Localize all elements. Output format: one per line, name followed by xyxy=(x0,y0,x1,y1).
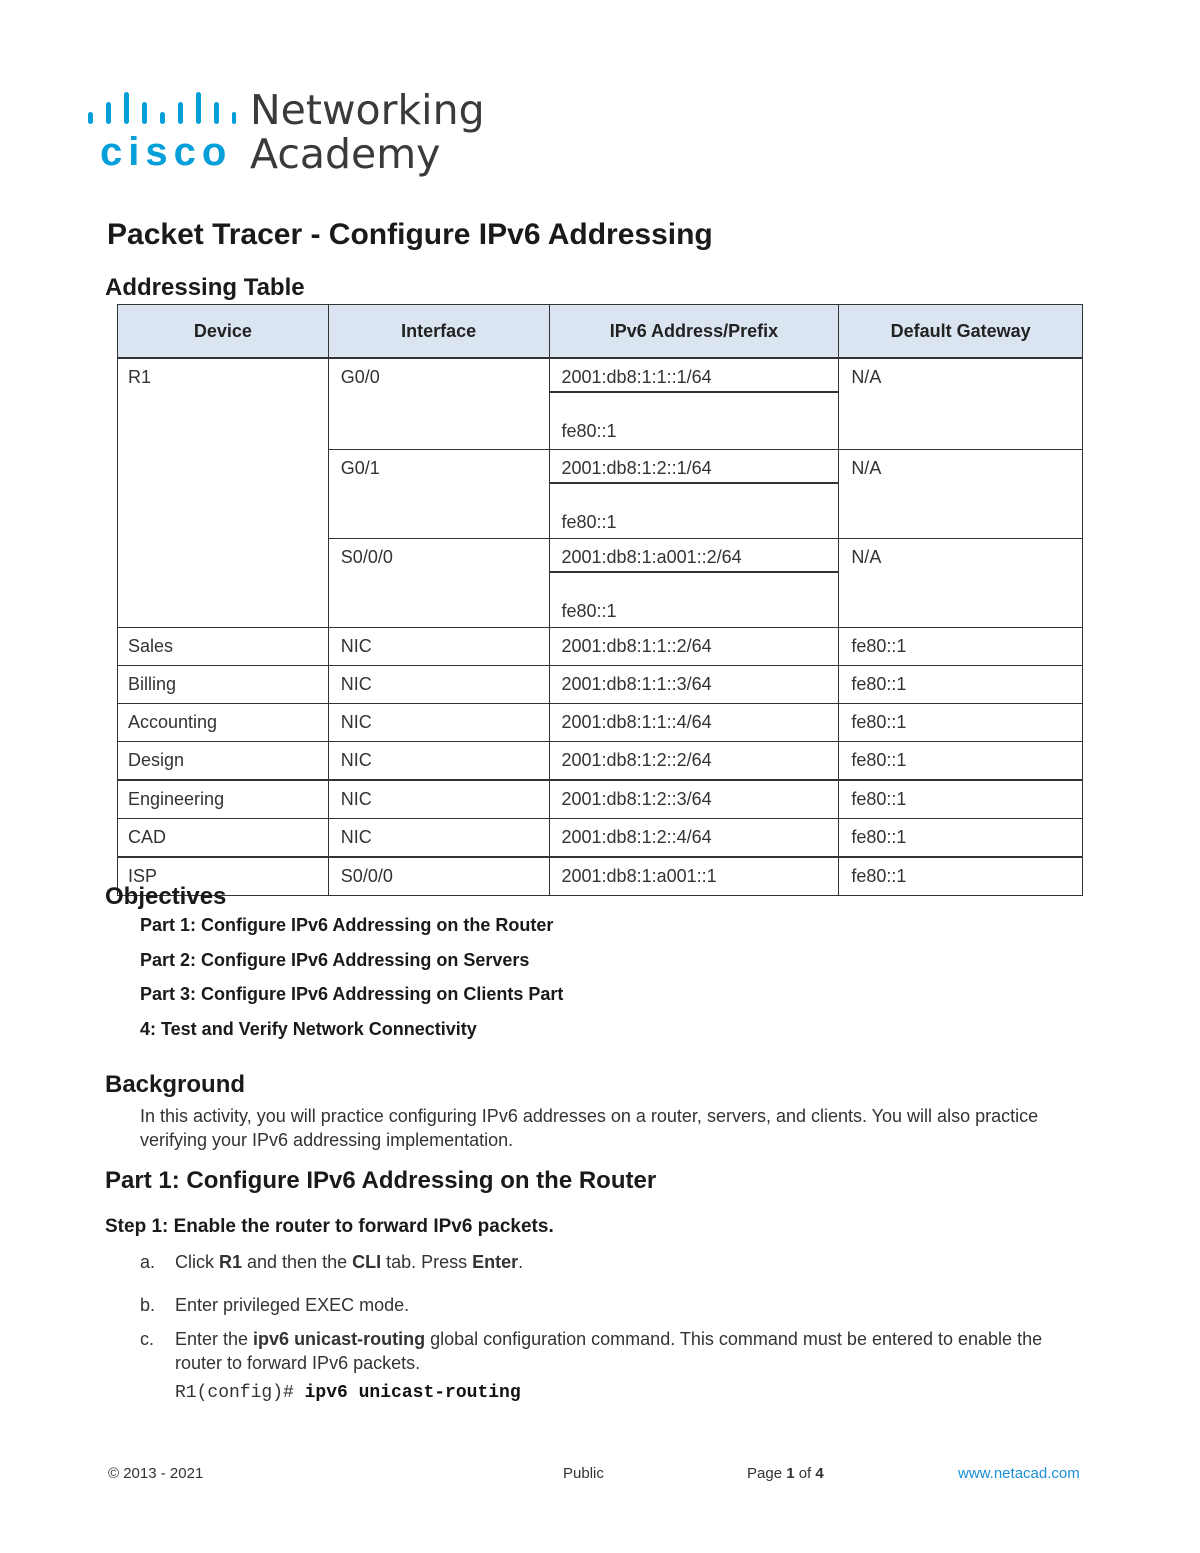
objective-item: Part 1: Configure IPv6 Addressing on the Router xyxy=(140,915,554,935)
gateway-cell: N/A xyxy=(839,358,1083,450)
text-run: Click xyxy=(175,1252,219,1272)
device-cell: Sales xyxy=(118,628,329,666)
table-header-row xyxy=(118,305,1083,359)
instruction-b xyxy=(140,1293,1090,1317)
gateway-cell: fe80::1 xyxy=(839,742,1083,781)
address-cell xyxy=(549,539,839,628)
ipv6-address: 2001:db8:1:2::1/64 xyxy=(550,450,839,484)
gateway-cell: fe80::1 xyxy=(839,628,1083,666)
addressing-table-heading: Addressing Table xyxy=(105,274,305,301)
objective-item: Part 2: Configure IPv6 Addressing on Servers xyxy=(140,949,530,970)
gateway-cell: fe80::1 xyxy=(839,780,1083,819)
objectives-heading: Objectives xyxy=(105,883,227,910)
footer-copyright: © 2013 - 2021 xyxy=(108,1465,204,1482)
text-run: global configuration command. This command must be entered to enable the router to forward IPv6 packets. xyxy=(175,1329,1043,1373)
footer-website-link[interactable]: www.netacad.com xyxy=(958,1465,1080,1482)
link-local-address: fe80::1 xyxy=(561,512,617,532)
instruction-c xyxy=(140,1327,1090,1375)
interface-cell: NIC xyxy=(328,819,549,858)
table-row xyxy=(118,819,1083,858)
cli-command-text: ipv6 unicast-routing xyxy=(304,1383,521,1403)
cli-command xyxy=(175,1383,521,1403)
table-row xyxy=(118,704,1083,742)
text-run: Page xyxy=(747,1465,787,1482)
cisco-bars-icon xyxy=(86,90,236,130)
bold-run: ipv6 unicast-routing xyxy=(253,1329,426,1349)
instruction-text: Enter privileged EXEC mode. xyxy=(175,1295,410,1315)
address-cell xyxy=(549,358,839,450)
bold-run: 1 xyxy=(786,1465,795,1482)
table-row xyxy=(118,628,1083,666)
column-header: Interface xyxy=(328,305,549,359)
text-run: Enter the xyxy=(175,1329,254,1349)
address-cell: 2001:db8:1:a001::1 xyxy=(549,857,839,896)
interface-cell: NIC xyxy=(328,704,549,742)
interface-cell: NIC xyxy=(328,628,549,666)
logo-networking: Networking xyxy=(250,86,485,134)
device-cell: ISP xyxy=(118,857,329,896)
step1-heading: Step 1: Enable the router to forward IPv6 packets. xyxy=(105,1216,554,1237)
link-local-address: fe80::1 xyxy=(561,421,617,441)
ipv6-address: 2001:db8:1:a001::2/64 xyxy=(550,539,839,573)
column-header: Default Gateway xyxy=(839,305,1083,359)
logo-academy: Academy xyxy=(250,130,441,178)
objectives-list xyxy=(140,915,563,1053)
address-cell: 2001:db8:1:2::3/64 xyxy=(549,780,839,819)
cisco-wordmark: cisco xyxy=(100,130,233,174)
address-cell: 2001:db8:1:2::4/64 xyxy=(549,819,839,858)
bold-run: CLI xyxy=(352,1252,382,1272)
bold-run: R1 xyxy=(219,1252,243,1272)
column-header: Device xyxy=(118,305,329,359)
part1-heading: Part 1: Configure IPv6 Addressing on the Router xyxy=(105,1167,657,1194)
bold-run: 4 xyxy=(815,1465,824,1482)
device-cell: Billing xyxy=(118,666,329,704)
text-run: . xyxy=(518,1252,524,1272)
addressing-table xyxy=(117,304,1083,896)
background-heading: Background xyxy=(105,1071,246,1098)
gateway-cell: fe80::1 xyxy=(839,666,1083,704)
address-cell: 2001:db8:1:2::2/64 xyxy=(549,742,839,781)
page-title: Packet Tracer - Configure IPv6 Addressing xyxy=(107,218,713,251)
text-run: and then the xyxy=(242,1252,353,1272)
instruction-text xyxy=(175,1327,1090,1375)
gateway-cell: N/A xyxy=(839,539,1083,628)
text-run: tab. Press xyxy=(381,1252,473,1272)
bold-run: Enter xyxy=(472,1252,519,1272)
footer-classification: Public xyxy=(563,1465,604,1482)
device-cell: Design xyxy=(118,742,329,781)
table-row xyxy=(118,780,1083,819)
interface-cell: S0/0/0 xyxy=(328,539,549,628)
interface-cell: NIC xyxy=(328,666,549,704)
text-run: of xyxy=(794,1465,816,1482)
address-cell: 2001:db8:1:1::4/64 xyxy=(549,704,839,742)
interface-cell: G0/0 xyxy=(328,358,549,450)
gateway-cell: fe80::1 xyxy=(839,704,1083,742)
list-marker: a. xyxy=(140,1252,156,1272)
interface-cell: S0/0/0 xyxy=(328,857,549,896)
column-header: IPv6 Address/Prefix xyxy=(549,305,839,359)
address-cell xyxy=(549,450,839,539)
objective-item: 4: Test and Verify Network Connectivity xyxy=(140,1018,477,1039)
table-row xyxy=(118,358,1083,450)
link-local-address: fe80::1 xyxy=(561,601,617,621)
footer-page-number xyxy=(747,1465,824,1482)
interface-cell: NIC xyxy=(328,780,549,819)
address-cell: 2001:db8:1:1::2/64 xyxy=(549,628,839,666)
instruction-a xyxy=(140,1250,1090,1274)
gateway-cell: fe80::1 xyxy=(839,857,1083,896)
device-cell: R1 xyxy=(118,358,329,628)
table-row xyxy=(118,857,1083,896)
address-cell: 2001:db8:1:1::3/64 xyxy=(549,666,839,704)
interface-cell: G0/1 xyxy=(328,450,549,539)
gateway-cell: N/A xyxy=(839,450,1083,539)
objective-item: Part 3: Configure IPv6 Addressing on Clients Part xyxy=(140,984,564,1004)
cli-prompt: R1(config)# xyxy=(175,1383,305,1403)
list-marker: b. xyxy=(140,1295,156,1315)
cisco-logo xyxy=(86,86,485,178)
gateway-cell: fe80::1 xyxy=(839,819,1083,858)
device-cell: Accounting xyxy=(118,704,329,742)
ipv6-address: 2001:db8:1:1::1/64 xyxy=(550,359,839,393)
background-text: In this activity, you will practice configuring IPv6 addresses on a router, servers, and clients. You will also practice verifying your IPv6 addressing implementation. xyxy=(140,1106,1039,1150)
table-row xyxy=(118,666,1083,704)
interface-cell: NIC xyxy=(328,742,549,781)
table-row xyxy=(118,742,1083,781)
device-cell: CAD xyxy=(118,819,329,858)
instruction-text xyxy=(175,1250,1090,1274)
device-cell: Engineering xyxy=(118,780,329,819)
list-marker: c. xyxy=(140,1329,155,1349)
